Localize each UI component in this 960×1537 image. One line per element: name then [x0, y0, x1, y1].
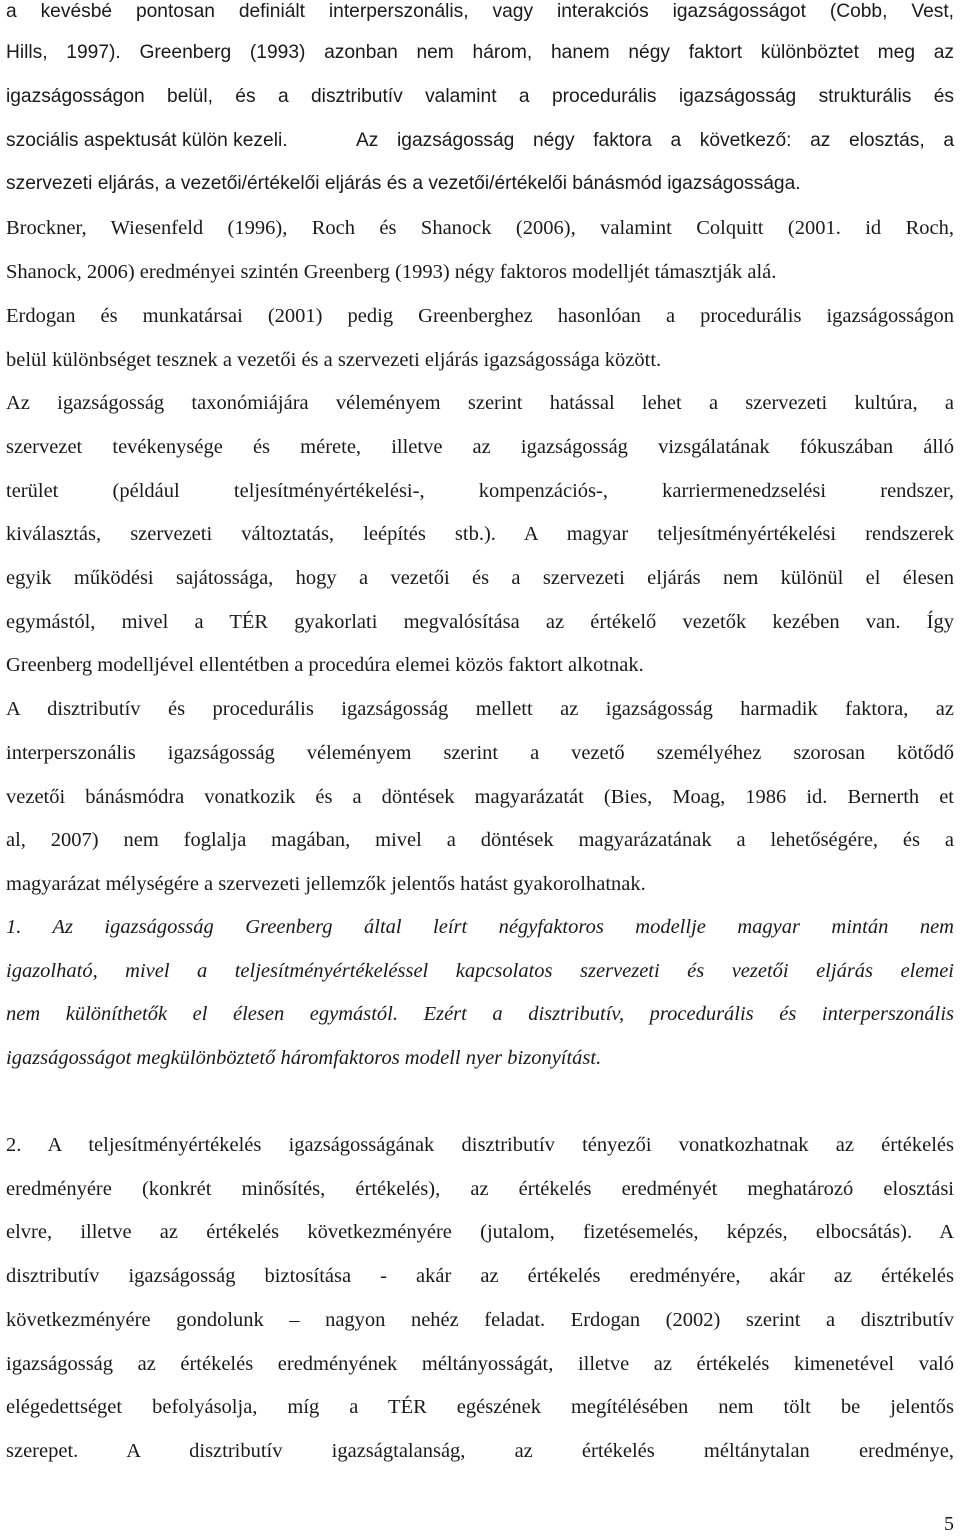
body-text-line: kiválasztás, szervezeti változtatás, leépítés stb.). A magyar teljesítményértékelési rendszerek [6, 523, 954, 545]
body-text-line: szerepet. A disztributív igazságtalanság, az értékelés méltánytalan eredménye, [6, 1440, 954, 1462]
hypothesis-text-line: igazolható, mivel a teljesítményértékeléssel kapcsolatos szervezeti és vezetői eljárás elemei [6, 960, 954, 982]
body-text-line: Az igazságosság négy faktora a következő: az elosztás, a [356, 130, 954, 151]
body-text-line: elégedettséget befolyásolja, míg a TÉR egészének megítélésében nem tölt be jelentős [6, 1396, 954, 1418]
body-text-line: elvre, illetve az értékelés következményére (jutalom, fizetésemelés, képzés, elbocsátás). A [6, 1221, 954, 1243]
body-text-line: al, 2007) nem foglalja magában, mivel a döntések magyarázatának a lehetőségére, és a [6, 829, 954, 851]
body-text-line: szervezet tevékenysége és mérete, illetve az igazságosság vizsgálatának fókuszában álló [6, 436, 954, 458]
body-text-line: interperszonális igazságosság véleményem szerint a vezető személyéhez szorosan kötődő [6, 742, 954, 764]
body-text-line: eredményére (konkrét minősítés, értékelés), az értékelés eredményét meghatározó elosztási [6, 1178, 954, 1200]
body-text-line: disztributív igazságosság biztosítása - akár az értékelés eredményére, akár az értékelés [6, 1265, 954, 1287]
body-text-line: Az igazságosság taxonómiájára véleményem szerint hatással lehet a szervezeti kultúra, a [6, 392, 954, 414]
body-text-line: egymástól, mivel a TÉR gyakorlati megvalósítása az értékelő vezetők kezében van. Így [6, 611, 954, 633]
body-text-line: A disztributív és procedurális igazságosság mellett az igazságosság harmadik faktora, az [6, 698, 954, 720]
hypothesis-text-line: 1. Az igazságosság Greenberg által leírt négyfaktoros modellje magyar mintán nem [6, 916, 954, 938]
body-text-line: következményére gondolunk – nagyon nehéz feladat. Erdogan (2002) szerint a disztributív [6, 1309, 954, 1331]
body-text-line: vezetői bánásmódra vonatkozik és a döntések magyarázatát (Bies, Moag, 1986 id. Bernerth et [6, 786, 954, 808]
body-text-line: 2. A teljesítményértékelés igazságosságának disztributív tényezői vonatkozhatnak az értékelés [6, 1134, 954, 1156]
body-text-line: szociális aspektusát külön kezeli. [6, 130, 288, 151]
body-text-line: Brockner, Wiesenfeld (1996), Roch és Shanock (2006), valamint Colquitt (2001. id Roch, [6, 217, 954, 239]
body-text-line: egyik működési sajátossága, hogy a vezetői és a szervezeti eljárás nem különül el élesen [6, 567, 954, 589]
body-text-line: a kevésbé pontosan definiált interperszonális, vagy interakciós igazságosságot (Cobb, Vest, [6, 1, 954, 22]
body-text-line: igazságosság az értékelés eredményének méltányosságát, illetve az értékelés kimenetével való [6, 1353, 954, 1375]
page-number: 5 [944, 1513, 954, 1535]
body-text-line: Shanock, 2006) eredményei szintén Greenberg (1993) négy faktoros modelljét támasztják alá. [6, 261, 777, 283]
body-text-line: terület (például teljesítményértékelési-, kompenzációs-, karriermenedzselési rendszer, [6, 480, 954, 502]
hypothesis-text-line: igazságosságot megkülönböztető háromfaktoros modell nyer bizonyítást. [6, 1047, 602, 1069]
body-text-line: belül különbséget tesznek a vezetői és a szervezeti eljárás igazságossága között. [6, 349, 662, 371]
body-text-line: magyarázat mélységére a szervezeti jellemzők jelentős hatást gyakorolhatnak. [6, 873, 646, 895]
body-text-line: igazságosságon belül, és a disztributív valamint a procedurális igazságosság strukturális és [6, 86, 954, 107]
hypothesis-text-line: nem különíthetők el élesen egymástól. Ezért a disztributív, procedurális és interperszonális [6, 1003, 954, 1025]
body-text-line: szervezeti eljárás, a vezetői/értékelői eljárás és a vezetői/értékelői bánásmód igazságossága. [6, 173, 801, 194]
body-text-line: Erdogan és munkatársai (2001) pedig Greenberghez hasonlóan a procedurális igazságosságon [6, 305, 954, 327]
body-text-line: Hills, 1997). Greenberg (1993) azonban nem három, hanem négy faktort különböztet meg az [6, 42, 954, 63]
body-text-line: Greenberg modelljével ellentétben a procedúra elemei közös faktort alkotnak. [6, 654, 644, 676]
